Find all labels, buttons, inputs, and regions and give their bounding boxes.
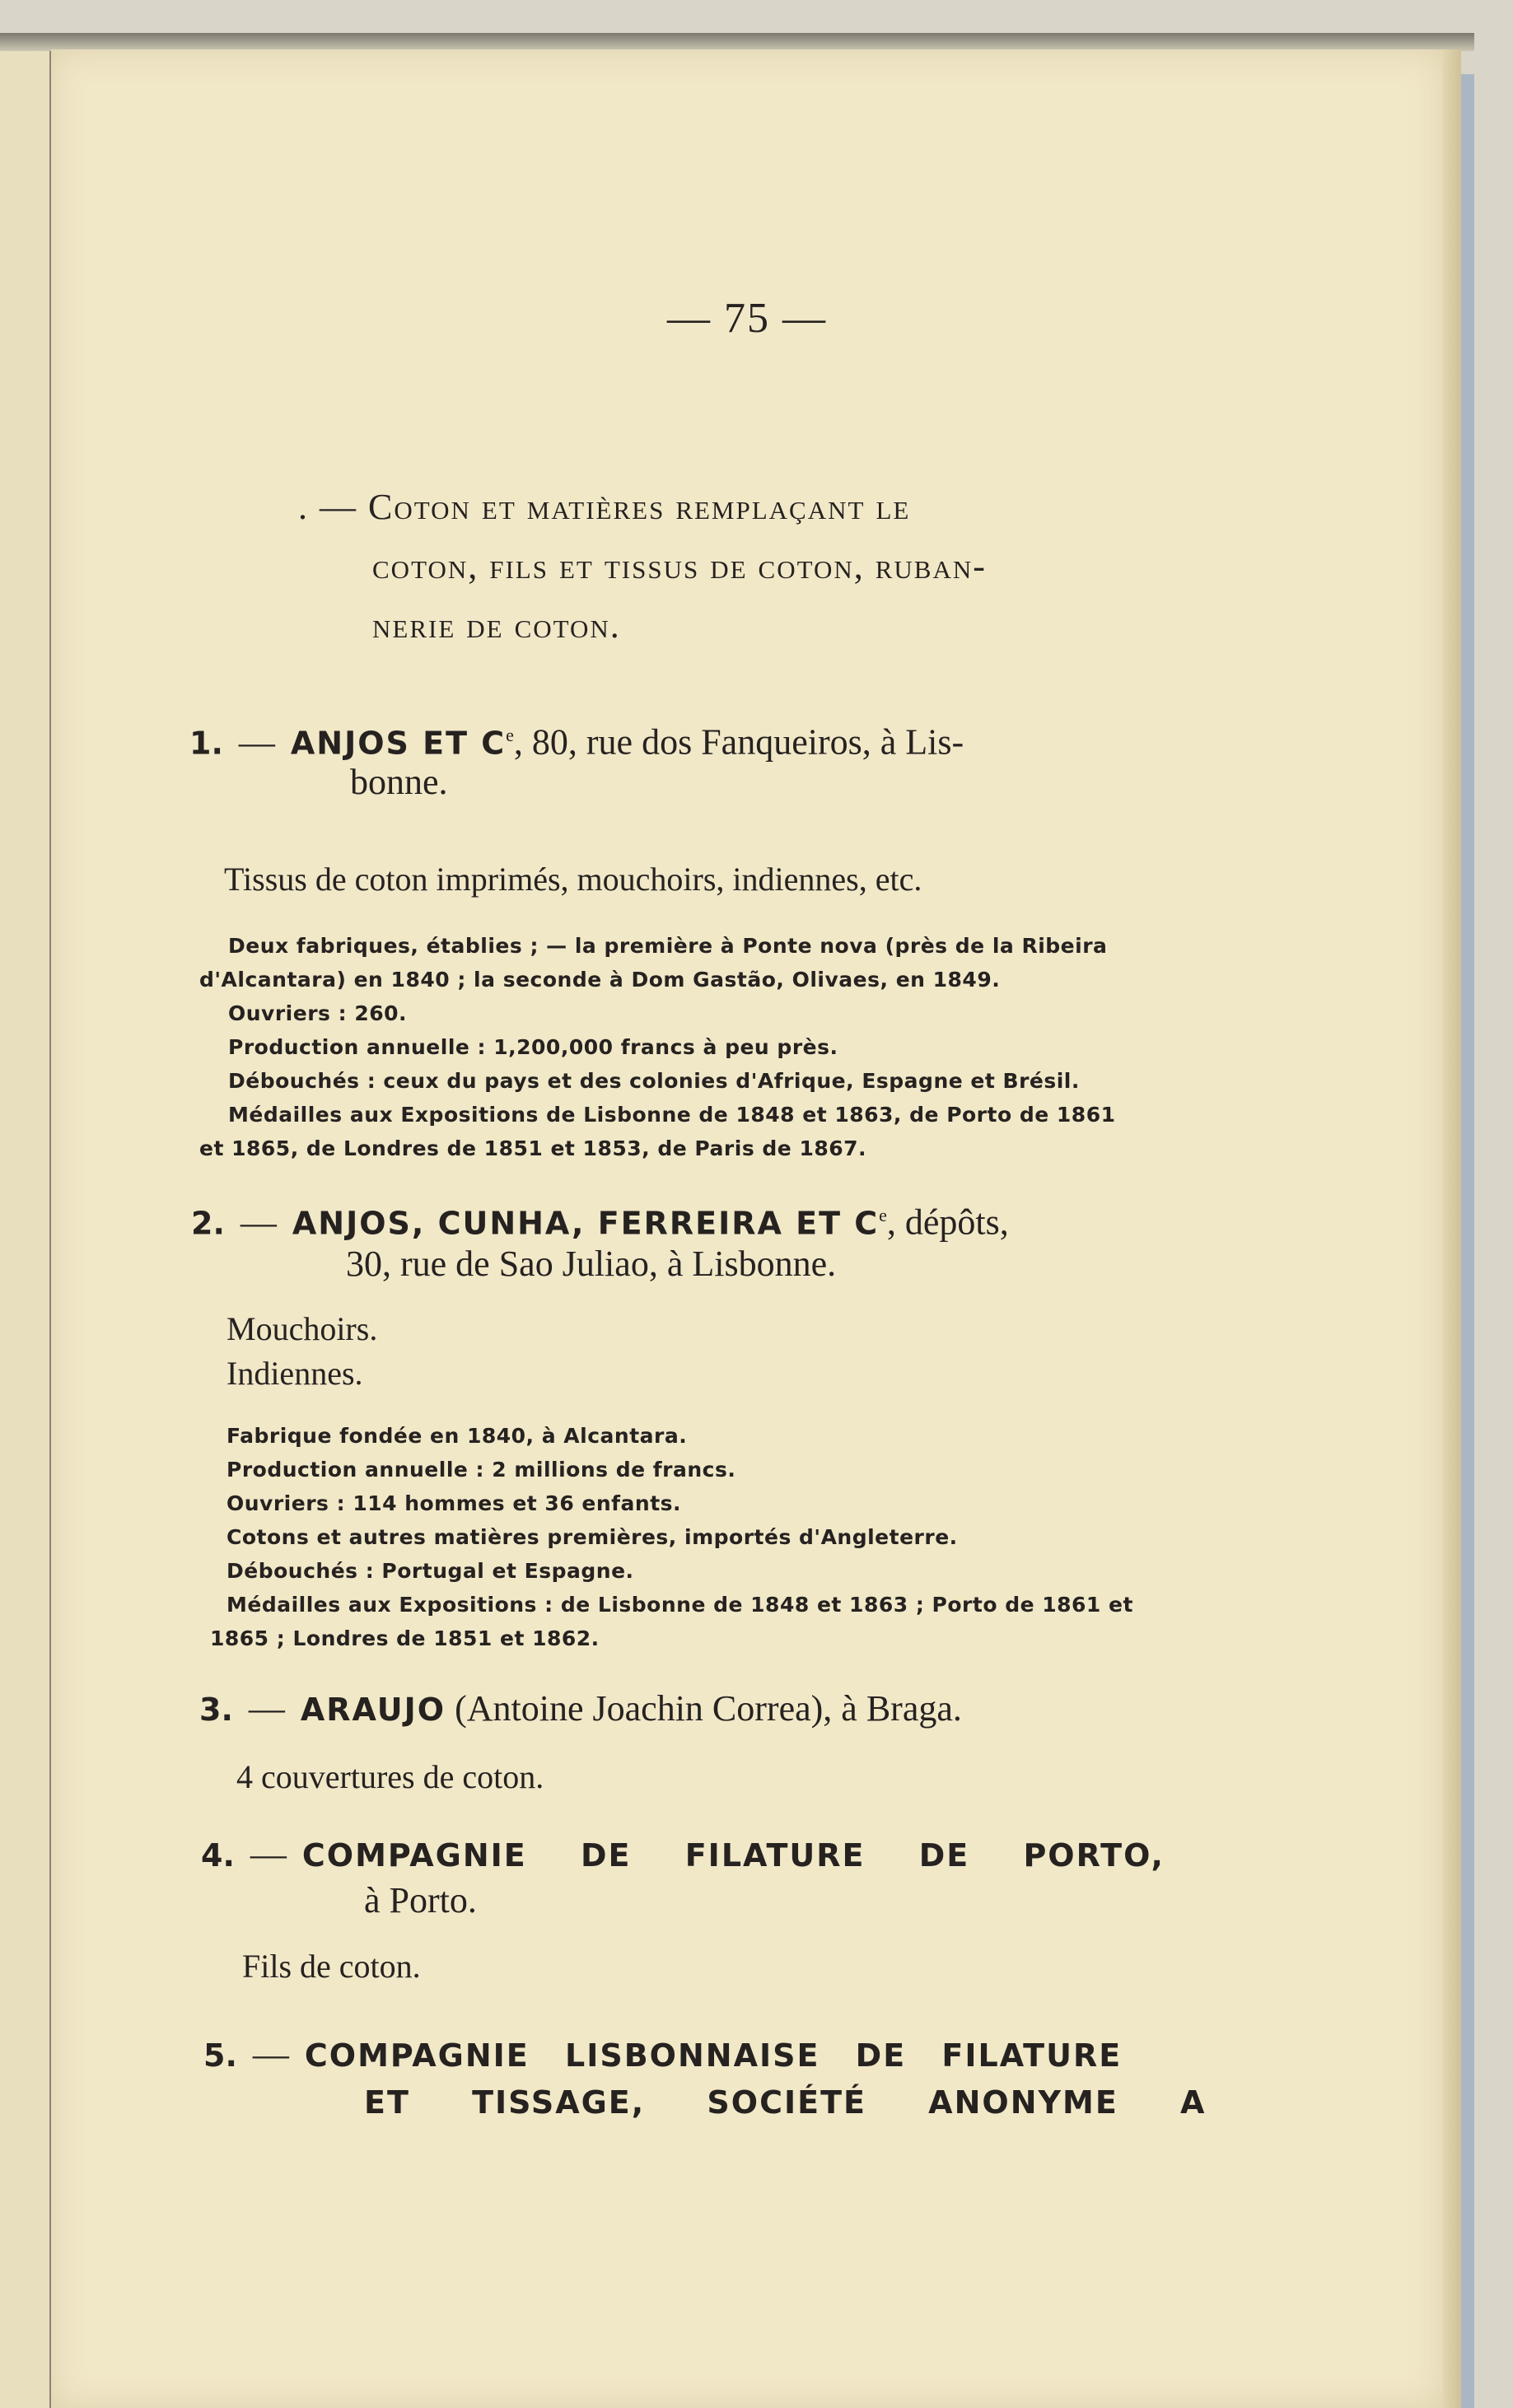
detail-line: Médailles aux Expositions de Lisbonne de 1848 et 1863, de Porto de 1861: [228, 1103, 1116, 1127]
entry-products: 4 couvertures de coton.: [236, 1758, 544, 1795]
section-title-line: nerie de coton.: [372, 605, 621, 646]
book-page: [51, 49, 1443, 2408]
entry-product: Indiennes.: [226, 1355, 363, 1392]
entry-name: COMPAGNIE DE FILATURE DE PORTO,: [301, 1837, 1165, 1874]
entry-name-line2: ET TISSAGE, SOCIÉTÉ ANONYME A: [364, 2084, 1207, 2121]
detail-line: Débouchés : Portugal et Espagne.: [226, 1559, 634, 1583]
entry-address-continued: 30, rue de Sao Juliao, à Lisbonne.: [346, 1244, 837, 1284]
detail-line: Cotons et autres matières premières, importés d'Angleterre.: [226, 1525, 958, 1549]
entry-product: Mouchoirs.: [226, 1310, 378, 1347]
detail-line: et 1865, de Londres de 1851 et 1853, de Paris de 1867.: [199, 1136, 867, 1160]
entry-address: , 80, rue dos Fanqueiros, à Lis-: [513, 721, 964, 763]
section-title: [298, 478, 1245, 656]
entry-dash: —: [240, 1202, 277, 1243]
entry-name-sup: e: [879, 1205, 887, 1225]
facing-page-edge: [0, 33, 52, 2408]
detail-line: Fabrique fondée en 1840, à Alcantara.: [226, 1424, 688, 1448]
entry-dash: —: [252, 2034, 289, 2074]
entry-number: 1.: [189, 725, 223, 762]
entry-address: (Antoine Joachin Correa), à Braga.: [446, 1688, 962, 1729]
entry-heading: [201, 1830, 1165, 1880]
entry-address-continued: à Porto.: [364, 1880, 477, 1920]
entry-number: 5.: [203, 2037, 237, 2074]
detail-line: Production annuelle : 1,200,000 francs à peu près.: [228, 1035, 838, 1059]
entry-name: ARAUJO: [300, 1692, 446, 1728]
entry-name: COMPAGNIE LISBONNAISE DE FILATURE: [304, 2037, 1123, 2074]
entry-heading: [189, 711, 964, 768]
entry-heading: [203, 2030, 1122, 2080]
page-number: — 75 —: [667, 295, 827, 342]
detail-line: Deux fabriques, établies ; — la première à Ponte nova (près de la Ribeira: [228, 934, 1108, 958]
section-title-line: . — Coton et matières remplaçant le: [298, 487, 911, 527]
entry-name-sup: e: [506, 725, 514, 745]
detail-line: Ouvriers : 260.: [228, 1001, 407, 1025]
detail-line: Production annuelle : 2 millions de francs.: [226, 1458, 736, 1482]
entry-details: [199, 929, 1116, 1165]
entry-dash: —: [238, 721, 275, 763]
entry-number: 3.: [199, 1692, 233, 1728]
page-edge: [1443, 49, 1461, 2408]
entry-heading: [199, 1684, 962, 1734]
entry-name: ANJOS, CUNHA, FERREIRA ET C: [292, 1205, 880, 1242]
detail-line: Débouchés : ceux du pays et des colonies d'Afrique, Espagne et Brésil.: [228, 1069, 1080, 1093]
binding-fold: [0, 33, 1474, 51]
entry-details: [210, 1419, 1133, 1655]
entry-dash: —: [248, 1688, 285, 1729]
entry-number: 2.: [191, 1205, 225, 1242]
detail-line: d'Alcantara) en 1840 ; la seconde à Dom Gastão, Olivaes, en 1849.: [199, 968, 1001, 992]
entry-address-continued: bonne.: [350, 762, 448, 802]
entry-products: Tissus de coton imprimés, mouchoirs, indiennes, etc.: [224, 861, 922, 898]
detail-line: Ouvriers : 114 hommes et 36 enfants.: [226, 1491, 682, 1515]
entry-products: Fils de coton.: [242, 1948, 421, 1985]
entry-name: ANJOS ET C: [290, 725, 507, 762]
section-title-line: coton, fils et tissus de coton, ruban-: [372, 546, 987, 586]
cover-edge: [1461, 74, 1474, 2408]
entry-name-continued: [364, 2077, 1206, 2127]
detail-line: 1865 ; Londres de 1851 et 1862.: [210, 1626, 600, 1650]
entry-address: , dépôts,: [886, 1202, 1009, 1243]
detail-line: Médailles aux Expositions : de Lisbonne de 1848 et 1863 ; Porto de 1861 et: [226, 1593, 1133, 1617]
entry-number: 4.: [201, 1837, 235, 1874]
entry-dash: —: [250, 1834, 287, 1874]
